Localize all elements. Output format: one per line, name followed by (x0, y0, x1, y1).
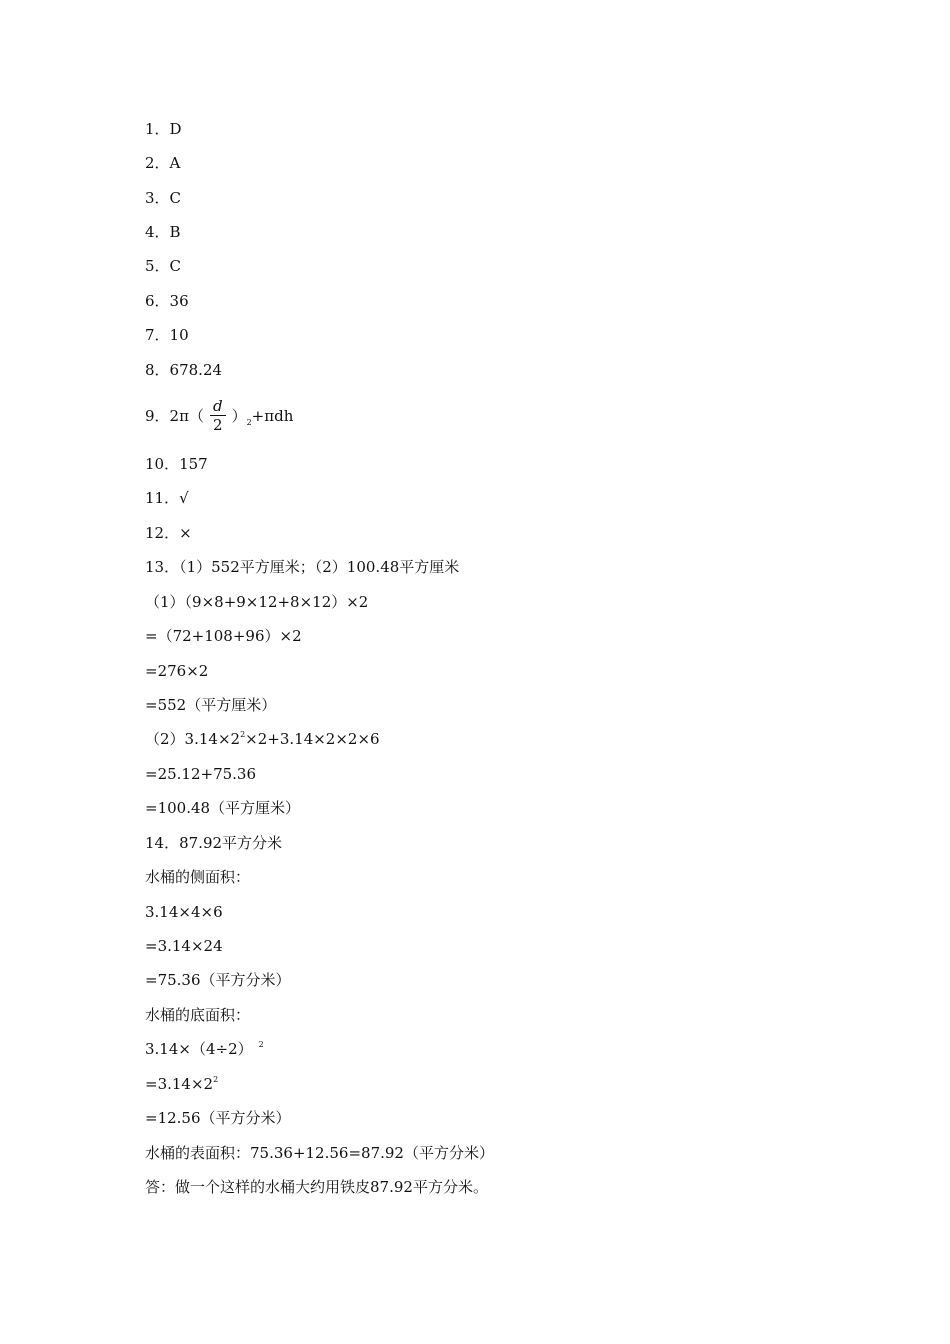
answer-line-12: 12．× (145, 524, 192, 542)
q14-pow-exponent: 2 (213, 1075, 219, 1084)
answer-line-5: 5．C (145, 257, 182, 275)
answer-line-8: 8．678.24 (145, 361, 223, 379)
q9-prefix: 9．2π（ (145, 407, 204, 425)
answer-line-9 (145, 398, 293, 436)
q14-side-step-3: =75.36（平方分米） (145, 971, 291, 989)
q14-base-exponent: 2 (258, 1040, 264, 1049)
q9-frac-numerator: d (212, 396, 223, 415)
q13-step-1: （1）（9×8+9×12+8×12）×2 (145, 593, 369, 611)
q13-part2-step-2: =25.12+75.36 (145, 765, 257, 783)
q13-part2-exponent: 2 (240, 730, 246, 739)
q14-base-step-2 (145, 1074, 218, 1094)
q14-side-label: 水桶的侧面积： (145, 868, 251, 886)
answer-line-14: 14．87.92平方分米 (145, 834, 283, 852)
answer-line-7: 7．10 (145, 326, 189, 344)
q9-fraction (210, 397, 226, 434)
answer-line-4: 4．B (145, 223, 181, 241)
q14-side-step-2: =3.14×24 (145, 937, 223, 955)
answer-line-1: 1．D (145, 120, 182, 138)
q14-side-step-1: 3.14×4×6 (145, 903, 223, 921)
q13-step-3: =276×2 (145, 662, 209, 680)
q9-frac-denominator: 2 (210, 415, 226, 434)
answer-line-6: 6．36 (145, 292, 189, 310)
q13-step-4: =552（平方厘米） (145, 696, 277, 714)
q9-exponent: 2 (246, 418, 252, 427)
q13-part2-expr-b: ×2+3.14×2×2×6 (245, 730, 380, 748)
q14-base-expr: 3.14×（4÷2） (145, 1040, 253, 1058)
answer-line-10: 10．157 (145, 455, 208, 473)
q14-base-step-3: =12.56（平方分米） (145, 1109, 291, 1127)
q13-part2-step-1 (145, 729, 380, 749)
q9-suffix: +πdh (251, 407, 294, 425)
q13-part2-expr-a: （2）3.14×2 (145, 730, 241, 748)
answer-line-3: 3．C (145, 189, 182, 207)
q13-step-2: =（72+108+96）×2 (145, 627, 302, 645)
q14-base-label: 水桶的底面积： (145, 1006, 251, 1024)
answer-line-11: 11．√ (145, 489, 189, 507)
q14-surface-line: 水桶的表面积：75.36+12.56=87.92（平方分米） (145, 1144, 494, 1162)
answer-line-13: 13．（1）552平方厘米；（2）100.48平方厘米 (145, 558, 460, 576)
q14-pow-expr: =3.14×2 (145, 1075, 214, 1093)
q14-base-step-1 (145, 1039, 264, 1059)
q14-final-answer: 答：做一个这样的水桶大约用铁皮87.92平方分米。 (145, 1178, 488, 1196)
q13-part2-step-3: =100.48（平方厘米） (145, 799, 301, 817)
q9-close: ） (231, 407, 247, 425)
answer-line-2: 2．A (145, 154, 181, 172)
